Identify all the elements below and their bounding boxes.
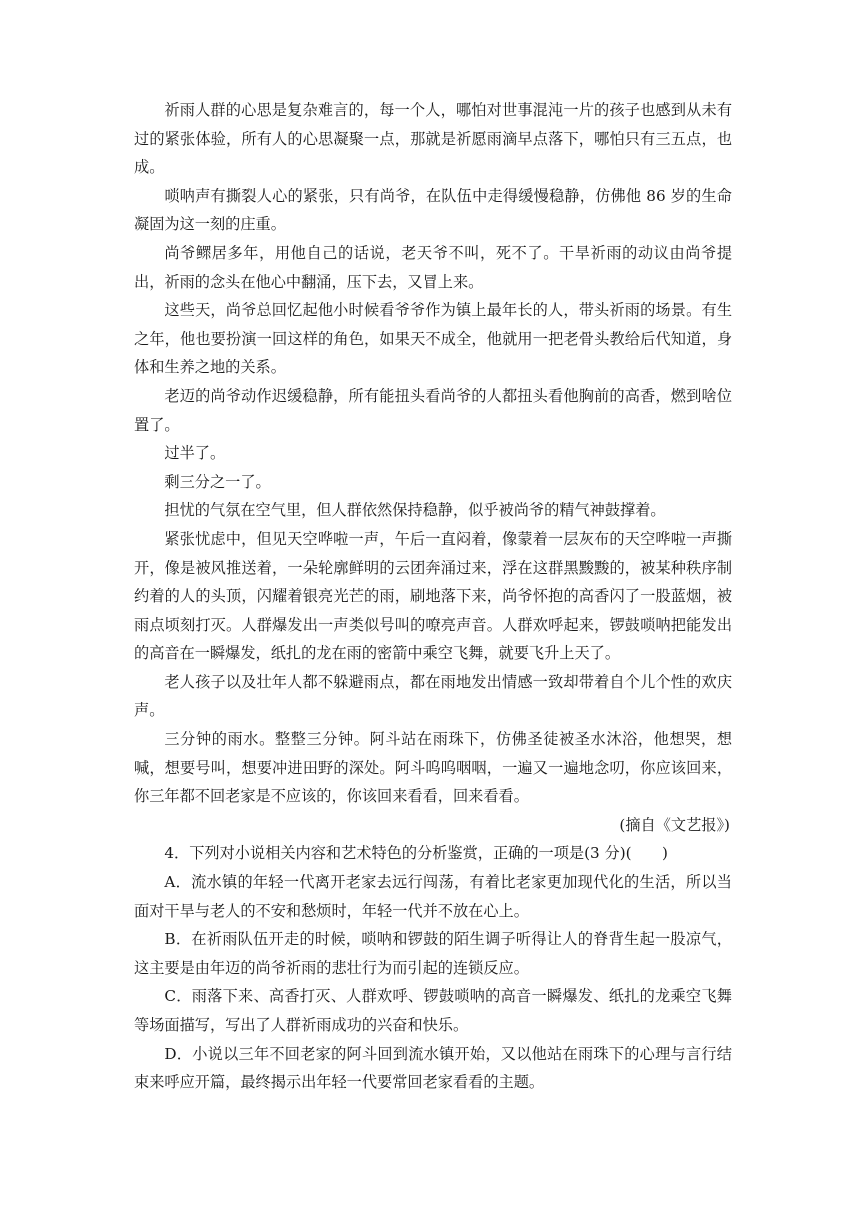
question-option-a: A．流水镇的年轻一代离开老家去远行闯荡，有着比老家更加现代化的生活，所以当面对干旱与老人的不安和愁烦时，年轻一代并不放在心上。 xyxy=(134,873,732,920)
passage-source: (摘自《文艺报》) xyxy=(619,815,730,834)
passage-paragraph-9: 紧张忧虑中，但见天空哗啦一声，午后一直闷着，像蒙着一层灰布的天空哗啦一声撕开，像是被风推送着，一朵轮廓鲜明的云团奔涌过来，浮在这群黑黢黢的，被某种秩序制约着的人的头顶，闪耀着银亮光芒的雨，刷地落下来，尚爷怀抱的高香闪了一股蓝烟，被雨点顷刻打灭。人群爆发出一声类似号叫的嘹亮声音。人群欢呼起来，锣鼓唢呐把能发出的高音在一瞬爆发，纸扎的龙在雨的密箭中乘空飞舞，就要飞升上天了。 xyxy=(134,529,732,663)
passage-paragraph-2: 唢呐声有撕裂人心的紧张，只有尚爷，在队伍中走得缓慢稳静，仿佛他 86 岁的生命凝固为这一刻的庄重。 xyxy=(134,186,732,234)
question-option-d: D．小说以三年不回老家的阿斗回到流水镇开始，又以他站在雨珠下的心理与言行结束来呼应开篇，最终揭示出年轻一代要常回老家看看的主题。 xyxy=(134,1044,732,1092)
passage-paragraph-4: 这些天，尚爷总回忆起他小时候看爷爷作为镇上最年长的人，带头祈雨的场景。有生之年，他也要扮演一回这样的角色，如果天不成全，他就用一把老骨头教给后代知道，身体和生养之地的关系。 xyxy=(134,301,732,377)
passage-paragraph-11: 三分钟的雨水。整整三分钟。阿斗站在雨珠下，仿佛圣徒被圣水沐浴，他想哭，想喊，想要号叫，想要冲进田野的深处。阿斗呜呜咽咽，一遍又一遍地念叨，你应该回来，你三年都不回老家是不应该的，你该回来看看，回来看看。 xyxy=(134,730,732,806)
passage-paragraph-5: 老迈的尚爷动作迟缓稳静，所有能扭头看尚爷的人都扭头看他胸前的高香，燃到啥位置了。 xyxy=(134,386,732,434)
question-stem: 4．下列对小说相关内容和艺术特色的分析鉴赏，正确的一项是(3 分)( ) xyxy=(164,844,668,863)
passage-paragraph-10: 老人孩子以及壮年人都不躲避雨点，都在雨地发出情感一致却带着自个儿个性的欢庆声。 xyxy=(134,672,732,720)
passage-paragraph-6: 过半了。 xyxy=(164,444,226,463)
passage-paragraph-7: 剩三分之一了。 xyxy=(164,472,271,491)
passage-paragraph-8: 担忧的气氛在空气里，但人群依然保持稳静，似乎被尚爷的精气神鼓撑着。 xyxy=(164,501,666,520)
passage-paragraph-3: 尚爷鳏居多年，用他自己的话说，老天爷不叫，死不了。干旱祈雨的动议由尚爷提出，祈雨的念头在他心中翻涌，压下去，又冒上来。 xyxy=(134,243,732,291)
passage-paragraph-1: 祈雨人群的心思是复杂难言的，每一个人，哪怕对世事混沌一片的孩子也感到从未有过的紧张体验，所有人的心思凝聚一点，那就是祈愿雨滴早点落下，哪怕只有三五点，也成。 xyxy=(134,101,732,177)
question-option-b: B．在祈雨队伍开走的时候，唢呐和锣鼓的陌生调子听得让人的脊背生起一股凉气，这主要是由年迈的尚爷祈雨的悲壮行为而引起的连锁反应。 xyxy=(134,930,732,977)
document-body xyxy=(134,96,732,1097)
question-option-c: C．雨落下来、高香打灭、人群欢呼、锣鼓唢呐的高音一瞬爆发、纸扎的龙乘空飞舞等场面描写，写出了人群祈雨成功的兴奋和快乐。 xyxy=(134,987,732,1034)
